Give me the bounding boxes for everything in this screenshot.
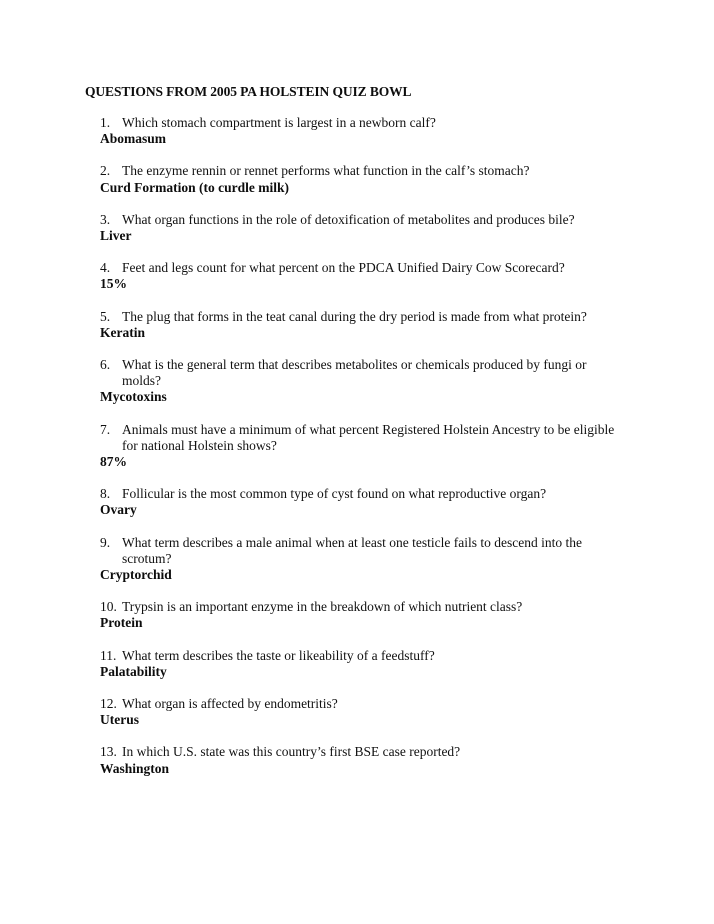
question-body: What organ functions in the role of detoxification of metabolites and produces bile? bbox=[122, 211, 575, 227]
question-number: 12. bbox=[100, 696, 117, 712]
question-answer-item bbox=[100, 744, 615, 776]
answer-text: Protein bbox=[100, 615, 143, 631]
answer-text: 87% bbox=[100, 454, 127, 470]
question-answer-item bbox=[100, 163, 615, 195]
question-text bbox=[100, 599, 615, 615]
question-text bbox=[100, 422, 615, 454]
question-body: Which stomach compartment is largest in a newborn calf? bbox=[122, 115, 436, 130]
question-number: 9. bbox=[100, 534, 111, 550]
question-answer-item bbox=[100, 648, 615, 680]
answer-text: Mycotoxins bbox=[100, 389, 167, 405]
question-text bbox=[100, 486, 615, 502]
question-answer-item bbox=[100, 422, 615, 471]
question-answer-item bbox=[100, 115, 615, 147]
question-body: Animals must have a minimum of what percent Registered Holstein Ancestry to be eligible for national Holstein shows? bbox=[122, 421, 615, 453]
question-number: 5. bbox=[100, 308, 111, 324]
answer-text: Curd Formation (to curdle milk) bbox=[100, 179, 289, 195]
question-text bbox=[100, 357, 615, 389]
question-body: Feet and legs count for what percent on the PDCA Unified Dairy Cow Scorecard? bbox=[122, 260, 565, 276]
question-answer-item bbox=[100, 599, 615, 631]
answer-text: Liver bbox=[100, 228, 132, 244]
question-text bbox=[100, 535, 615, 567]
question-text bbox=[100, 744, 615, 760]
question-number: 13. bbox=[100, 744, 117, 760]
question-body: What term describes a male animal when at least one testicle fails to descend into the scrotum? bbox=[122, 534, 582, 566]
question-body: What organ is affected by endometritis? bbox=[122, 696, 338, 712]
question-answer-item bbox=[100, 212, 615, 244]
answer-text: 15% bbox=[100, 276, 127, 292]
question-text bbox=[100, 212, 615, 228]
answer-text: Ovary bbox=[100, 502, 137, 518]
question-number: 11. bbox=[100, 647, 117, 663]
question-answer-item bbox=[100, 309, 615, 341]
question-text bbox=[100, 648, 615, 664]
question-body: In which U.S. state was this country’s first BSE case reported? bbox=[122, 744, 461, 760]
question-number: 2. bbox=[100, 163, 111, 179]
answer-text: Palatability bbox=[100, 663, 167, 679]
answer-text: Uterus bbox=[100, 712, 139, 728]
question-answer-item bbox=[100, 357, 615, 406]
question-number: 10. bbox=[100, 599, 117, 615]
question-body: What is the general term that describes metabolites or chemicals produced by fungi or molds? bbox=[122, 357, 587, 389]
question-answer-item bbox=[100, 260, 615, 292]
question-number: 3. bbox=[100, 211, 111, 227]
question-number: 4. bbox=[100, 260, 111, 276]
question-body: The plug that forms in the teat canal during the dry period is made from what protein? bbox=[122, 308, 587, 324]
question-list bbox=[100, 115, 615, 793]
question-number: 1. bbox=[100, 115, 111, 130]
question-answer-item bbox=[100, 535, 615, 584]
question-body: Trypsin is an important enzyme in the breakdown of which nutrient class? bbox=[122, 599, 523, 615]
question-number: 6. bbox=[100, 357, 111, 373]
question-body: Follicular is the most common type of cyst found on what reproductive organ? bbox=[122, 486, 547, 502]
question-number: 8. bbox=[100, 486, 111, 502]
question-text bbox=[100, 115, 615, 131]
question-answer-item bbox=[100, 696, 615, 728]
question-answer-item bbox=[100, 486, 615, 518]
page-title: QUESTIONS FROM 2005 PA HOLSTEIN QUIZ BOWL bbox=[85, 84, 412, 99]
question-number: 7. bbox=[100, 421, 111, 437]
answer-text: Washington bbox=[100, 760, 170, 776]
answer-text: Keratin bbox=[100, 324, 145, 340]
answer-text: Abomasum bbox=[100, 131, 167, 147]
question-text bbox=[100, 696, 615, 712]
question-body: What term describes the taste or likeability of a feedstuff? bbox=[122, 647, 435, 663]
question-body: The enzyme rennin or rennet performs what function in the calf’s stomach? bbox=[122, 163, 530, 179]
question-text bbox=[100, 309, 615, 325]
question-text bbox=[100, 163, 615, 179]
answer-text: Cryptorchid bbox=[100, 567, 172, 583]
question-text bbox=[100, 260, 615, 276]
